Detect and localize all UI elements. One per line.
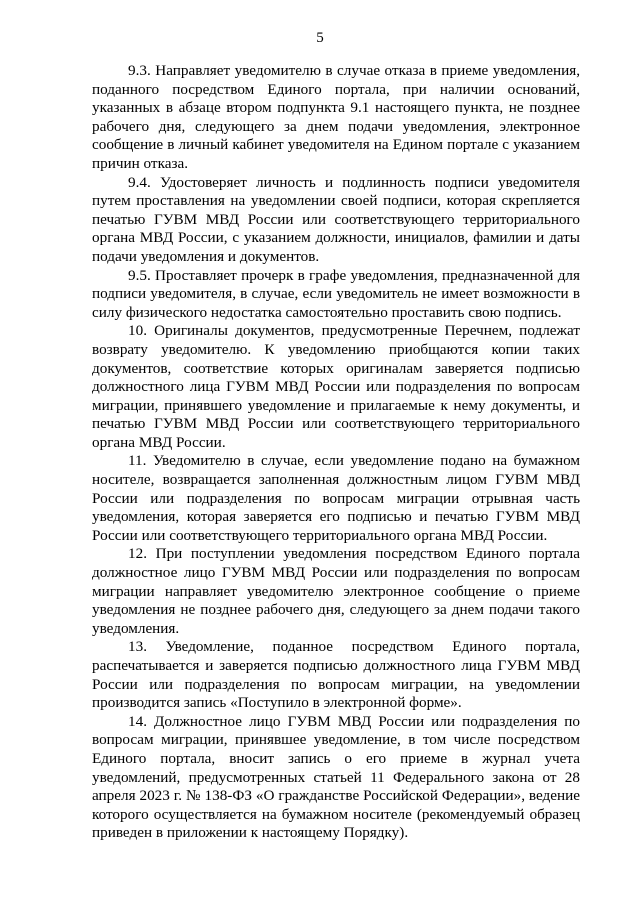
paragraph-9-4: 9.4. Удостоверяет личность и подлинность подписи уведомителя путем проставления на уведомлении своей подписи, которая скрепляется печатью ГУВМ МВД России или соответствующего территориального органа МВД России, с указанием должности, инициалов, фамилии и даты подачи уведомления и документов. [92, 173, 580, 265]
paragraph-12: 12. При поступлении уведомления посредством Единого портала должностное лицо ГУВМ МВД России или подразделения по вопросам миграции направляет уведомителю электронное сообщение о приеме уведомления не позднее рабочего дня, следующего за днем подачи такого уведомления. [92, 545, 580, 637]
paragraph-11: 11. Уведомителю в случае, если уведомление подано на бумажном носителе, возвращается заполненная должностным лицом ГУВМ МВД России или подразделения по вопросам миграции отрывная часть уведомления, которая заверяется его подписью и печатью ГУВМ МВД России или соответствующего территориального органа МВД России. [92, 452, 580, 544]
document-body [92, 62, 580, 843]
paragraph-9-5: 9.5. Проставляет прочерк в графе уведомления, предназначенной для подписи уведомителя, в случае, если уведомитель не имеет возможности в силу физического недостатка самостоятельно проставить свою подпись. [92, 266, 580, 321]
paragraph-9-3: 9.3. Направляет уведомителю в случае отказа в приеме уведомления, поданного посредством Единого портала, при наличии оснований, указанных в абзаце втором подпункта 9.1 настоящего пункта, не позднее рабочего дня, следующего за днем подачи уведомления, электронное сообщение в личный кабинет уведомителя на Едином портале с указанием причин отказа. [92, 62, 580, 172]
paragraph-10: 10. Оригиналы документов, предусмотренные Перечнем, подлежат возврату уведомителю. К уведомлению приобщаются копии таких документов, соответствие которых оригиналам заверяется подписью должностного лица ГУВМ МВД России или подразделения по вопросам миграции, принявшего уведомление и прилагаемые к нему документы, и печатью ГУВМ МВД России или соответствующего территориального органа МВД России. [92, 322, 580, 451]
page-number: 5 [316, 30, 324, 46]
paragraph-13: 13. Уведомление, поданное посредством Единого портала, распечатывается и заверяется подписью должностного лица ГУВМ МВД России или подразделения по вопросам миграции, на уведомлении производится запись «Поступило в электронной форме». [92, 638, 580, 712]
paragraph-14: 14. Должностное лицо ГУВМ МВД России или подразделения по вопросам миграции, принявшее уведомление, в том числе посредством Единого портала, вносит запись о его приеме в журнал учета уведомлений, предусмотренных статьей 11 Федерального закона от 28 апреля 2023 г. № 138-ФЗ «О гражданстве Российской Федерации», ведение которого осуществляется на бумажном носителе (рекомендуемый образец приведен в приложении к настоящему Порядку). [92, 712, 580, 842]
